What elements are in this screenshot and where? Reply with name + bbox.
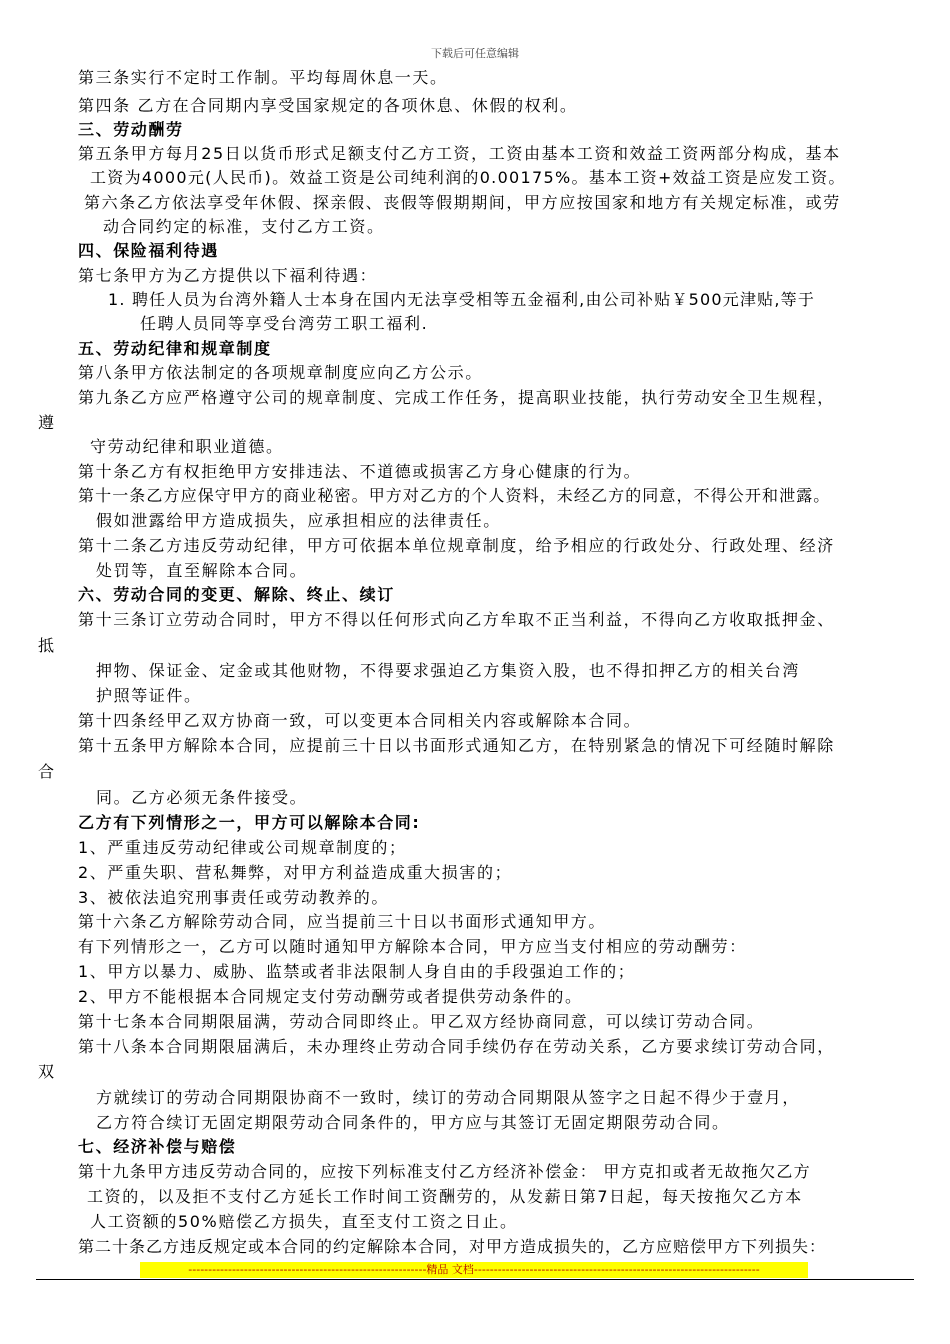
- text-line: 押物、保证金、定金或其他财物，不得要求强迫乙方集资入股，也不得扣押乙方的相关台湾: [96, 661, 801, 680]
- section-heading: 四、保险福利待遇: [78, 241, 219, 260]
- section-heading: 三、劳动酬劳: [78, 120, 184, 139]
- text-line: 合: [38, 762, 56, 781]
- text-line: 处罚等，直至解除本合同。: [96, 561, 308, 580]
- section-heading: 六、劳动合同的变更、解除、终止、续订: [78, 585, 395, 604]
- footer-banner: ------------------------------------------------------------精品 文档------------------------------------------------------------------------: [140, 1262, 808, 1278]
- text-line: 有下列情形之一，乙方可以随时通知甲方解除本合同，甲方应当支付相应的劳动酬劳：: [78, 937, 747, 956]
- list-item: 1、严重违反劳动纪律或公司规章制度的；: [78, 838, 407, 857]
- text-line: 第九条乙方应严格遵守公司的规章制度、完成工作任务，提高职业技能，执行劳动安全卫生规程，: [78, 388, 835, 407]
- text-line: 动合同约定的标准，支付乙方工资。: [103, 217, 385, 236]
- list-item: 1、甲方以暴力、威胁、监禁或者非法限制人身自由的手段强迫工作的；: [78, 962, 636, 981]
- text-line: 第十条乙方有权拒绝甲方安排违法、不道德或损害乙方身心健康的行为。: [78, 462, 642, 481]
- text-line: 第七条甲方为乙方提供以下福利待遇：: [78, 266, 378, 285]
- page-header-note: 下载后可任意编辑: [431, 47, 519, 60]
- text-line: 第十一条乙方应保守甲方的商业秘密。甲方对乙方的个人资料，未经乙方的同意，不得公开和泄露。: [78, 486, 831, 505]
- text-line: 第十七条本合同期限届满，劳动合同即终止。甲乙双方经协商同意，可以续订劳动合同。: [78, 1012, 765, 1031]
- text-line: 第五条甲方每月25日以货币形式足额支付乙方工资，工资由基本工资和效益工资两部分构成，基本: [78, 144, 841, 163]
- list-item: 2、甲方不能根据本合同规定支付劳动酬劳或者提供劳动条件的。: [78, 987, 583, 1006]
- text-line: 第十五条甲方解除本合同，应提前三十日以书面形式通知乙方，在特别紧急的情况下可经随时解除: [78, 736, 835, 755]
- text-line: 双: [38, 1062, 56, 1081]
- text-line: 第六条乙方依法享受年休假、探亲假、丧假等假期期间，甲方应按国家和地方有关规定标准，或劳: [84, 193, 841, 212]
- text-line: 人工资额的50%赔偿乙方损失，直至支付工资之日止。: [90, 1212, 518, 1231]
- text-line: 假如泄露给甲方造成损失，应承担相应的法律责任。: [96, 511, 501, 530]
- text-line: 同。乙方必须无条件接受。: [96, 788, 308, 807]
- text-line: 第八条甲方依法制定的各项规章制度应向乙方公示。: [78, 363, 483, 382]
- text-line: 第十八条本合同期限届满后，未办理终止劳动合同手续仍存在劳动关系，乙方要求续订劳动合同，: [78, 1037, 835, 1056]
- text-line: 工资为4000元(人民币)。效益工资是公司纯利润的0.00175%。基本工资+效益工资是应发工资。: [90, 168, 846, 187]
- text-line: 遵: [38, 413, 56, 432]
- text-line: 第四条 乙方在合同期内享受国家规定的各项休息、休假的权利。: [78, 96, 578, 115]
- text-line: 第二十条乙方违反规定或本合同的约定解除本合同，对甲方造成损失的，乙方应赔偿甲方下列损失：: [78, 1237, 827, 1256]
- text-line: 护照等证件。: [96, 686, 202, 705]
- text-line: 工资的，以及拒不支付乙方延长工作时间工资酬劳的，从发薪日第7日起，每天按拖欠乙方本: [87, 1187, 803, 1206]
- list-item: 1. 聘任人员为台湾外籍人士本身在国内无法享受相等五金福利,由公司补贴￥500元津贴,等于: [108, 290, 816, 309]
- text-line: 抵: [38, 636, 56, 655]
- text-line: 第十二条乙方违反劳动纪律，甲方可依据本单位规章制度，给予相应的行政处分、行政处理、经济: [78, 536, 835, 555]
- section-heading: 五、劳动纪律和规章制度: [78, 339, 272, 358]
- footer-divider: [36, 1279, 914, 1280]
- text-line: 任聘人员同等享受台湾劳工职工福利.: [140, 314, 429, 333]
- text-line: 第十四条经甲乙双方协商一致，可以变更本合同相关内容或解除本合同。: [78, 711, 642, 730]
- text-line: 方就续订的劳动合同期限协商不一致时，续订的劳动合同期限从签字之日起不得少于壹月，: [96, 1088, 801, 1107]
- list-item: 3、被依法追究刑事责任或劳动教养的。: [78, 888, 389, 907]
- text-line: 第十三条订立劳动合同时，甲方不得以任何形式向乙方牟取不正当利益，不得向乙方收取抵押金、: [78, 610, 835, 629]
- text-line: 第三条实行不定时工作制。平均每周休息一天。: [78, 68, 448, 87]
- text-line: 第十九条甲方违反劳动合同的，应按下列标准支付乙方经济补偿金： 甲方克扣或者无故拖欠乙方: [78, 1162, 811, 1181]
- section-heading: 七、经济补偿与赔偿: [78, 1137, 237, 1156]
- text-line: 乙方符合续订无固定期限劳动合同条件的，甲方应与其签订无固定期限劳动合同。: [96, 1113, 730, 1132]
- list-item: 2、严重失职、营私舞弊，对甲方利益造成重大损害的；: [78, 863, 513, 882]
- subsection-heading: 乙方有下列情形之一，甲方可以解除本合同:: [78, 813, 421, 832]
- text-line: 第十六条乙方解除劳动合同，应当提前三十日以书面形式通知甲方。: [78, 912, 607, 931]
- text-line: 守劳动纪律和职业道德。: [90, 437, 284, 456]
